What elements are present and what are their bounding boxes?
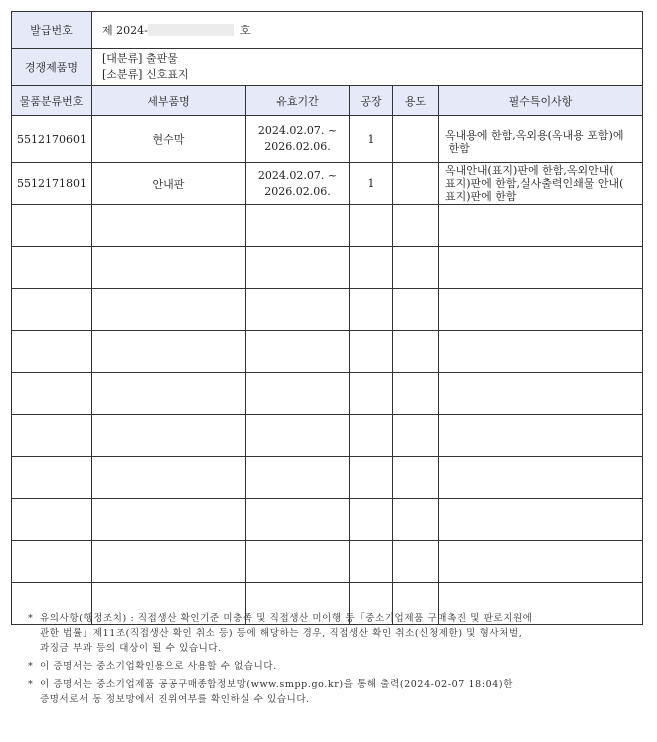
empty-table-row <box>12 289 643 331</box>
empty-table-row <box>12 205 643 247</box>
col-header-factory: 공장 <box>350 86 393 116</box>
note-text: 이 증명서는 중소기업확인용으로 사용할 수 없습니다. <box>40 661 277 672</box>
col-header-period: 유효기간 <box>246 86 350 116</box>
table-row <box>12 116 643 163</box>
col-header-name: 세부품명 <box>92 86 246 116</box>
empty-table-row <box>12 247 643 289</box>
col-header-code: 물품분류번호 <box>12 86 92 116</box>
col-header-usage: 용도 <box>393 86 439 116</box>
table-header-row <box>12 86 643 116</box>
redacted-issue-number <box>148 24 234 36</box>
category-major: [대분류] 출판물 <box>102 52 178 65</box>
cell-period <box>246 163 350 205</box>
issue-number-prefix: 제 2024- <box>102 24 148 37</box>
empty-table-row <box>12 415 643 457</box>
cell-factory: 1 <box>350 163 393 205</box>
note-bullet: * <box>28 679 34 690</box>
certificate-document <box>11 11 642 625</box>
cell-usage <box>393 116 439 163</box>
issue-number-suffix: 호 <box>239 24 251 37</box>
empty-table-row <box>12 373 643 415</box>
requirement-line: 옥내용에 한함,옥외용(옥내용 포함)에 <box>445 128 624 142</box>
notes-section <box>28 611 640 710</box>
period-to: 2026.02.06. <box>264 140 331 153</box>
note-line: 증명서로서 동 정보망에서 진위여부를 확인하실 수 있습니다. <box>40 694 310 705</box>
product-name-label: 경쟁제품명 <box>12 49 92 86</box>
period-to: 2026.02.06. <box>264 184 331 198</box>
certificate-header-table <box>11 11 643 86</box>
note-text <box>40 611 533 656</box>
requirement-line: 표지)판에 한함 <box>445 190 517 203</box>
requirement-line: 옥내안내(표지)판에 한함,옥외안내( <box>445 164 614 177</box>
note-item <box>28 677 640 707</box>
empty-table-row <box>12 499 643 541</box>
cell-code: 5512170601 <box>12 116 92 163</box>
note-item <box>28 611 640 656</box>
cell-name: 현수막 <box>92 116 246 163</box>
product-items-table <box>11 86 643 625</box>
period-from: 2024.02.07. ~ <box>257 168 338 182</box>
note-line: 유의사항(행정조치) : 직접생산 확인기준 미충족 및 직접생산 미이행 등「중소기업제품 구매촉진 및 판로지원에 <box>40 613 533 624</box>
issue-number-value <box>92 12 643 49</box>
note-item <box>28 659 640 674</box>
product-name-row <box>12 49 643 86</box>
cell-requirements <box>439 116 643 163</box>
cell-code: 5512171801 <box>12 163 92 205</box>
note-line: 이 증명서는 중소기업제품 공공구매종합정보망(www.smpp.go.kr)을 통해 출력(2024-02-07 18:04)한 <box>40 679 514 690</box>
requirement-line: 한함 <box>445 141 470 155</box>
note-text <box>40 677 513 707</box>
note-bullet: * <box>28 661 34 672</box>
issue-number-label: 발급번호 <box>12 12 92 49</box>
empty-table-row <box>12 541 643 583</box>
issue-number-row <box>12 12 643 49</box>
product-category <box>92 49 643 86</box>
empty-table-row <box>12 457 643 499</box>
col-header-requirements: 필수특이사항 <box>439 86 643 116</box>
requirement-line: 표지)판에 한함,실사출력인쇄물 안내( <box>445 177 624 190</box>
empty-table-row <box>12 331 643 373</box>
cell-period <box>246 116 350 163</box>
table-row <box>12 163 643 205</box>
cell-name: 안내판 <box>92 163 246 205</box>
category-minor: [소분류] 신호표지 <box>102 68 189 81</box>
period-from: 2024.02.07. ~ <box>257 124 338 137</box>
cell-factory: 1 <box>350 116 393 163</box>
note-bullet: * <box>28 613 34 624</box>
note-line: 관한 법률」제11조(직접생산 확인 취소 등) 등에 해당하는 경우, 직접생산 확인 취소(신청제한) 및 형사처벌, <box>40 628 523 639</box>
cell-requirements <box>439 163 643 205</box>
cell-usage <box>393 163 439 205</box>
note-line: 과징금 부과 등의 대상이 될 수 있습니다. <box>40 643 222 654</box>
